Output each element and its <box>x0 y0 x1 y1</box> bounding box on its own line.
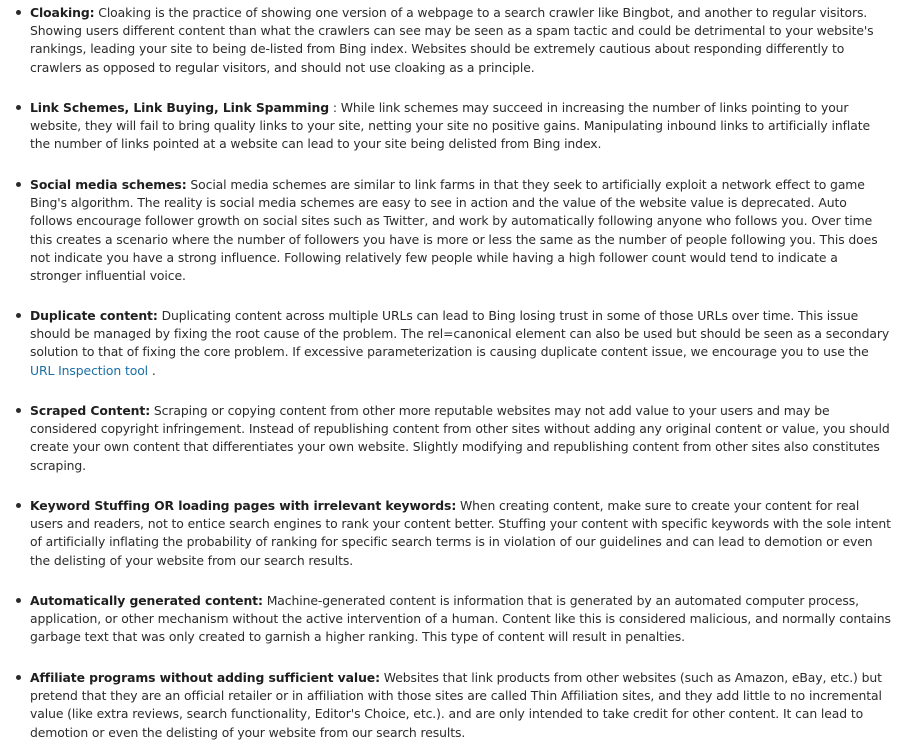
list-item-cloaking <box>30 4 892 77</box>
item-term: Automatically generated content: <box>30 593 263 608</box>
list-item-social-media <box>30 176 892 285</box>
item-text: When creating content, make sure to create your content for real users and readers, not to entice search engines to rank your content better. Stuffing your content with specific keywords with the sole intent of artificially inflating the probability of ranking for specific search terms is in violation of our guidelines and can lead to demotion or even the delisting of your website from our search results. <box>30 498 891 568</box>
list-item-duplicate-content <box>30 307 892 380</box>
item-text-after: . <box>148 362 156 378</box>
list-item-scraped-content <box>30 402 892 475</box>
item-text: Websites that link products from other websites (such as Amazon, eBay, etc.) but pretend that they are an official retailer or in affiliation with those sites are called Thin Affiliation sites, and they add little to no incremental value (like extra reviews, search functionality, Editor's Choice, etc.). and are only intended to take credit for other content. It can lead to demotion or even the delisting of your website from our search results. <box>30 670 882 740</box>
bullet-icon <box>16 675 21 680</box>
item-text: Scraping or copying content from other more reputable websites may not add value to your users and may be considered copyright infringement. Instead of republishing content from other sites without adding any original content or value, you should create your own content that differentiates your own website. Slightly modifying and republishing content from other sites also constitutes scraping. <box>30 403 890 473</box>
bullet-icon <box>16 408 21 413</box>
item-term: Link Schemes, Link Buying, Link Spamming <box>30 100 329 115</box>
item-text: Machine-generated content is information that is generated by an automated computer process, application, or other mechanism without the active intervention of a human. Content like this is considered malicious, and normally contains garbage text that was only created to garnish a higher ranking. This type of content will result in penalties. <box>30 593 891 645</box>
item-term: Cloaking: <box>30 5 95 20</box>
bullet-icon <box>16 313 21 318</box>
item-term: Social media schemes: <box>30 177 187 192</box>
item-text: Social media schemes are similar to link farms in that they seek to artificially exploit a network effect to game Bing's algorithm. The reality is social media schemes are easy to see in action and the value of the website value is deprecated. Auto follows encourage follower growth on social sites such as Twitter, and work by automatically following anyone who follows you. Over time this creates a scenario where the number of followers you have is more or less the same as the number of people following you. This does not indicate you have a strong influence. Following relatively few people while having a high follower count would tend to indicate a stronger influential voice. <box>30 177 878 284</box>
item-term: Duplicate content: <box>30 308 158 323</box>
item-term: Affiliate programs without adding sufficient value: <box>30 670 380 685</box>
url-inspection-tool-link[interactable]: URL Inspection tool <box>30 362 149 378</box>
list-item-auto-generated <box>30 592 892 647</box>
item-text: Duplicating content across multiple URLs can lead to Bing losing trust in some of those URLs over time. This issue should be managed by fixing the root cause of the problem. The rel=canonical element can also be used but should be seen as a secondary solution to that of fixing the core problem. If excessive parameterization is causing duplicate content issue, we encourage you to use the <box>30 308 890 360</box>
list-item-affiliate-programs <box>30 669 892 742</box>
item-text: Cloaking is the practice of showing one version of a webpage to a search crawler like Bingbot, and another to regular visitors. Showing users different content than what the crawlers can see may be seen as a spam tactic and could be detrimental to your website's rankings, leading your site to being de-listed from Bing index. Websites should be extremely cautious about responding differently to crawlers as opposed to regular visitors, and should not use cloaking as a principle. <box>30 5 874 75</box>
bullet-icon <box>16 10 21 15</box>
list-item-keyword-stuffing <box>30 497 892 570</box>
bullet-icon <box>16 105 21 110</box>
list-item-link-schemes <box>30 99 892 154</box>
item-text: : While link schemes may succeed in increasing the number of links pointing to your website, they will fail to bring quality links to your site, netting your site no positive gains. Manipulating inbound links to artificially inflate the number of links pointed at a website can lead to your site being delisted from Bing index. <box>30 100 870 152</box>
bullet-icon <box>16 503 21 508</box>
bullet-icon <box>16 598 21 603</box>
item-term: Keyword Stuffing OR loading pages with irrelevant keywords: <box>30 498 457 513</box>
item-term: Scraped Content: <box>30 403 151 418</box>
bullet-icon <box>16 182 21 187</box>
